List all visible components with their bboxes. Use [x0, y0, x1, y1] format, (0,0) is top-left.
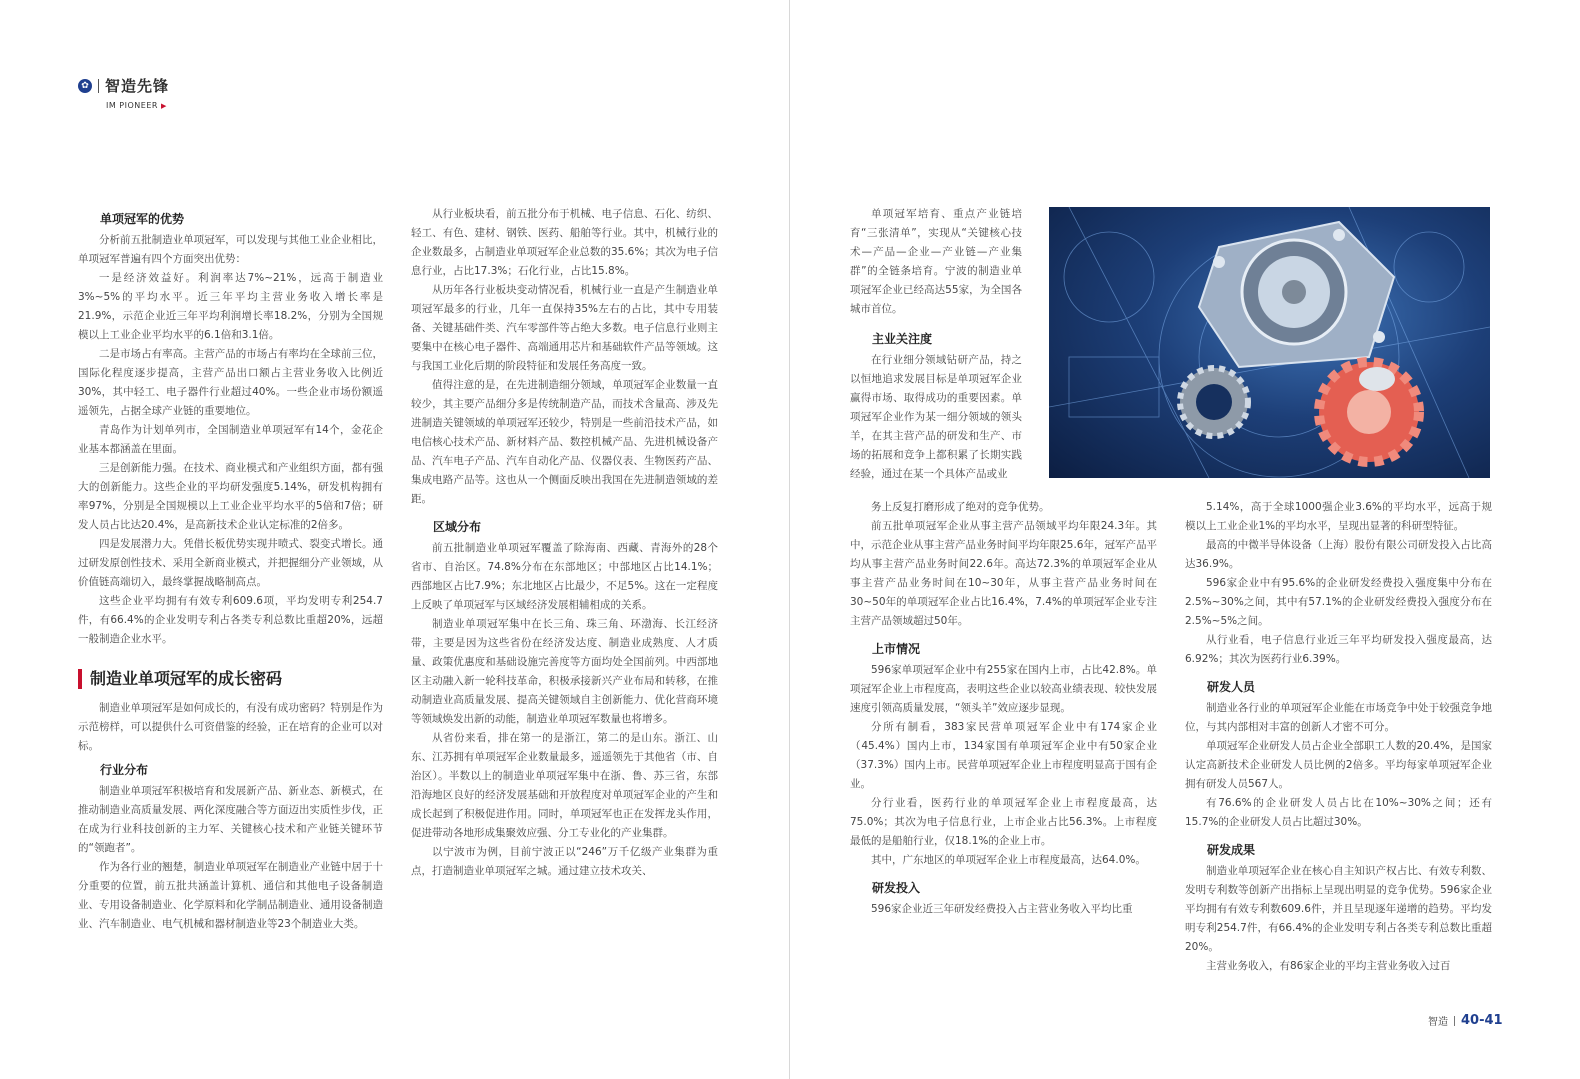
- brand-subtitle: [106, 101, 169, 110]
- subheading: 研发人员: [1207, 680, 1256, 694]
- paragraph-group: [850, 205, 1022, 319]
- paragraph: 主营业务收入，有86家企业的平均主营业务收入过百: [1206, 960, 1451, 972]
- paragraph-group: [1185, 862, 1492, 976]
- paragraph: 制造业单项冠军集中在长三角、珠三角、环渤海、长江经济带，主要是因为这些省份在经济发达度、制造业成熟度、人才质量、政策优惠度和基础设施完善度等方面均处全国前列。中西部地区主动融入新一轮科技革命，积极承接新兴产业布局和转移，在推动制造业高质量发展、提高关键领域自主创新能力、优化营商环境等领域焕发出新的动能，制造业单项冠军数量也将增多。: [411, 618, 718, 725]
- paragraph: 有76.6%的企业研发人员占比在10%~30%之间；还有15.7%的企业研发人员占比超过30%。: [1185, 797, 1492, 828]
- paragraph: 在行业细分领域钻研产品，持之以恒地追求发展目标是单项冠军企业赢得市场、取得成功的重要因素。单项冠军企业作为某一细分领域的领头羊，在其主营产品的研发和生产、市场的拓展和竞争上都积累了长期实践经验，通过在某一个具体产品或业: [850, 354, 1022, 480]
- paragraph: 5.14%，高于全球1000强企业3.6%的平均水平，远高于规模以上工业企业1%的平均水平，呈现出显著的科研型特征。: [1185, 501, 1492, 532]
- subheading: 研发投入: [872, 881, 921, 895]
- paragraph-group: [411, 205, 718, 509]
- paragraph: 作为各行业的翘楚，制造业单项冠军在制造业产业链中居于十分重要的位置，前五批共涵盖计算机、通信和其他电子设备制造业、专用设备制造业、化学原料和化学制品制造业、通用设备制造业、汽车制造业、电气机械和器材制造业等23个制造业大类。: [78, 861, 383, 930]
- subheading: 单项冠军的优势: [100, 212, 185, 226]
- paragraph: 制造业各行业的单项冠军企业能在市场竞争中处于较强竞争地位，与其内部相对丰富的创新人才密不可分。: [1185, 702, 1492, 733]
- article-column-3-top: [850, 205, 1022, 484]
- paragraph-group: [78, 782, 383, 934]
- paragraph: 务上反复打磨形成了绝对的竞争优势。: [871, 501, 1050, 513]
- paragraph: 单项冠军企业研发人员占企业全部职工人数的20.4%，是国家认定高新技术企业研发人员比例的2倍多。平均每家单项冠军企业拥有研发人员567人。: [1185, 740, 1492, 790]
- triangle-arrow-icon: ▶: [160, 102, 167, 110]
- paragraph-group: [411, 539, 718, 881]
- paragraph: 前五批单项冠军企业从事主营产品领域平均年限24.3年。其中，示范企业从事主营产品业务时间平均年限25.6年，冠军产品平均从事主营产品业务时间22.6年。高达72.3%的单项冠军企业从事主营产品业务时间在10~30年，从事主营产品业务时间在30~50年的单项冠军企业占比16.4%，7.4%的单项冠军企业专注主营产品领域超过50年。: [850, 520, 1157, 627]
- brand-subtitle-text: IM PIONEER: [106, 101, 158, 110]
- article-column-1: [78, 205, 383, 934]
- brand-divider: [98, 79, 99, 93]
- paragraph: 这些企业平均拥有有效专利609.6项，平均发明专利254.7件，有66.4%的企业发明专利占各类专利总数比重超20%，远超一般制造企业水平。: [78, 595, 383, 645]
- steel-cog: [1180, 368, 1248, 436]
- paragraph-group: [850, 351, 1022, 484]
- subheading: 上市情况: [872, 642, 921, 656]
- paragraph: 从行业看，电子信息行业近三年平均研发投入强度最高，达6.92%；其次为医药行业6.39%。: [1185, 634, 1492, 665]
- paragraph: 制造业单项冠军企业在核心自主知识产权占比、有效专利数、发明专利数等创新产出指标上呈现出明显的竞争优势。596家企业平均拥有有效专利数609.6件，并且呈现逐年递增的趋势。平均发明专利254.7件，有66.4%的企业发明专利占各类专利总数比重超20%。: [1185, 865, 1492, 953]
- paragraph: 值得注意的是，在先进制造细分领域，单项冠军企业数量一直较少，其主要产品细分多是传统制造产品，而技术含量高、涉及先进制造关键领域的单项冠军还较少，特别是一些前沿技术产品，如电信核心技术产品、新材料产品、数控机械产品、先进机械设备产品、汽车电子产品、汽车自动化产品、仪器仪表、生物医药产品、集成电路产品等。这也从一个侧面反映出我国在先进制造领域的差距。: [411, 379, 718, 505]
- paragraph: 青岛作为计划单列市，全国制造业单项冠军有14个，金花企业基本都涵盖在里面。: [78, 424, 383, 455]
- subheading: 研发成果: [1207, 843, 1256, 857]
- article-column-3-bottom: [850, 498, 1157, 919]
- paragraph: 从历年各行业板块变动情况看，机械行业一直是产生制造业单项冠军最多的行业，几年一直保持35%左右的占比，其中专用装备、关键基础件类、汽车零部件等占绝大多数。电子信息行业则主要集中在核心电子器件、高端通用芯片和基础软件产品等领域。这与我国工业化后期的阶段特征和发展任务高度一致。: [411, 284, 718, 372]
- paragraph: 单项冠军培育、重点产业链培育“三张清单”，实现从“关键核心技术—产品—企业—产业链—产业集群”的全链条培育。宁波的制造业单项冠军企业已经高达55家，为全国各城市首位。: [850, 208, 1022, 315]
- page-numbers: 40-41: [1461, 1013, 1503, 1028]
- magazine-brand: [78, 75, 169, 110]
- page-footer: [1428, 1013, 1503, 1028]
- paragraph: 前五批制造业单项冠军覆盖了除海南、西藏、青海外的28个省市、自治区。74.8%分布在东部地区；中部地区占比14.1%；西部地区占比7.9%；东北地区占比最少，不足5%。这在一定程度上反映了单项冠军与区域经济发展相辅相成的关系。: [411, 542, 718, 611]
- subheading: 主业关注度: [872, 332, 933, 346]
- paragraph: 其中，广东地区的单项冠军企业上市程度最高，达64.0%。: [871, 854, 1146, 866]
- paragraph: 分析前五批制造业单项冠军，可以发现与其他工业企业相比，单项冠军普遍有四个方面突出优势：: [78, 234, 383, 265]
- paragraph: 最高的中微半导体设备（上海）股份有限公司研发投入占比高达36.9%。: [1185, 539, 1492, 570]
- paragraph: 一是经济效益好。利润率达7%~21%，远高于制造业3%~5%的平均水平。近三年平均主营业务收入增长率是21.9%，示范企业近三年平均利润增长率18.2%，分别为全国规模以上工业企业平均水平的6.1倍和3.1倍。: [78, 272, 383, 341]
- brand-title: 智造先锋: [105, 77, 170, 95]
- paragraph: 以宁波市为例，目前宁波正以“246”万千亿级产业集群为重点，打造制造业单项冠军之城。通过建立技术攻关、: [411, 846, 718, 877]
- section-heading: 制造业单项冠军的成长密码: [78, 669, 383, 689]
- paragraph-group: [850, 661, 1157, 870]
- paragraph: 从省份来看，排在第一的是浙江，第二的是山东。浙江、山东、江苏拥有单项冠军企业数量最多，遥遥领先于其他省（市、自治区）。半数以上的制造业单项冠军集中在浙、鲁、苏三省，东部沿海地区良好的经济发展基础和开放程度对单项冠军企业的产生和成长起到了积极促进作用。同时，单项冠军也正在发挥龙头作用，促进带动各地形成集聚效应强、分工专业化的产业集群。: [411, 732, 718, 839]
- chrome-gear-housing: [1199, 222, 1394, 367]
- paragraph: 三是创新能力强。在技术、商业模式和产业组织方面，都有强大的创新能力。这些企业的平均研发强度5.14%，研发机构拥有率97%，分别是全国规模以上工业企业平均水平的5倍和7倍；研发人员占比达20.4%，是高新技术企业认定标准的2倍多。: [78, 462, 383, 531]
- paragraph-group: [78, 231, 383, 649]
- paragraph: 二是市场占有率高。主营产品的市场占有率均在全球前三位，国际化程度逐步提高，主营产品出口额占主营业务收入比例近30%，其中轻工、电子器件行业超过40%。一些企业市场份额遥遥领先，占据全球产业链的重要地位。: [78, 348, 383, 417]
- paragraph-group: [1185, 699, 1492, 832]
- footer-divider: [1454, 1016, 1455, 1026]
- red-cog: [1319, 362, 1419, 462]
- paragraph: 从行业板块看，前五批分布于机械、电子信息、石化、纺织、轻工、有色、建材、钢铁、医药、船舶等行业。其中，机械行业的企业数最多，占制造业单项冠军企业总数的35.6%；其次为电子信息行业，占比17.3%；石化行业，占比15.8%。: [411, 208, 718, 277]
- gear-flower-icon: ✿: [78, 79, 92, 93]
- subheading: 区域分布: [433, 520, 482, 534]
- paragraph: 四是发展潜力大。凭借长板优势实现井喷式、裂变式增长。通过研发原创性技术、采用全新商业模式，并把握细分产业领域，从价值链高端切入，最终掌握战略制高点。: [78, 538, 383, 588]
- paragraph: 分行业看，医药行业的单项冠军企业上市程度最高，达75.0%；其次为电子信息行业，上市企业占比56.3%。上市程度最低的是船舶行业，仅18.1%的企业上市。: [850, 797, 1157, 847]
- paragraph: 分所有制看，383家民营单项冠军企业中有174家企业（45.4%）国内上市，134家国有单项冠军企业中有50家企业（37.3%）国内上市。民营单项冠军企业上市程度明显高于国有企业。: [850, 721, 1157, 790]
- paragraph-group: [78, 699, 383, 756]
- article-column-2: [411, 205, 718, 881]
- subheading: 行业分布: [100, 763, 149, 777]
- article-column-4: [1185, 498, 1492, 976]
- paragraph: 制造业单项冠军积极培育和发展新产品、新业态、新模式，在推动制造业高质量发展、两化深度融合等方面迈出实质性步伐，正在成为行业科技创新的主力军、关键核心技术和产业链关键环节的“领跑者”。: [78, 785, 383, 854]
- gears-illustration: [1049, 207, 1490, 478]
- paragraph: 596家企业近三年研发经费投入占主营业务收入平均比重: [871, 903, 1133, 915]
- article-photo-gears: [1049, 207, 1490, 478]
- paragraph: 596家企业中有95.6%的企业研发经费投入强度集中分布在2.5%~30%之间，其中有57.1%的企业研发经费投入强度分布在2.5%~5%之间。: [1185, 577, 1492, 627]
- paragraph-group: [1185, 498, 1492, 669]
- magazine-name: 智造: [1428, 1017, 1448, 1028]
- paragraph-group: [850, 498, 1157, 631]
- paragraph: 制造业单项冠军是如何成长的，有没有成功密码？特别是作为示范榜样，可以提供什么可资借鉴的经验，正在培育的企业可以对标。: [78, 702, 383, 752]
- paragraph-group: [850, 900, 1157, 919]
- paragraph: 596家单项冠军企业中有255家在国内上市，占比42.8%。单项冠军企业上市程度高，表明这些企业以较高业绩表现、较快发展速度引领高质量发展，“领头羊”效应逐步显现。: [850, 664, 1157, 714]
